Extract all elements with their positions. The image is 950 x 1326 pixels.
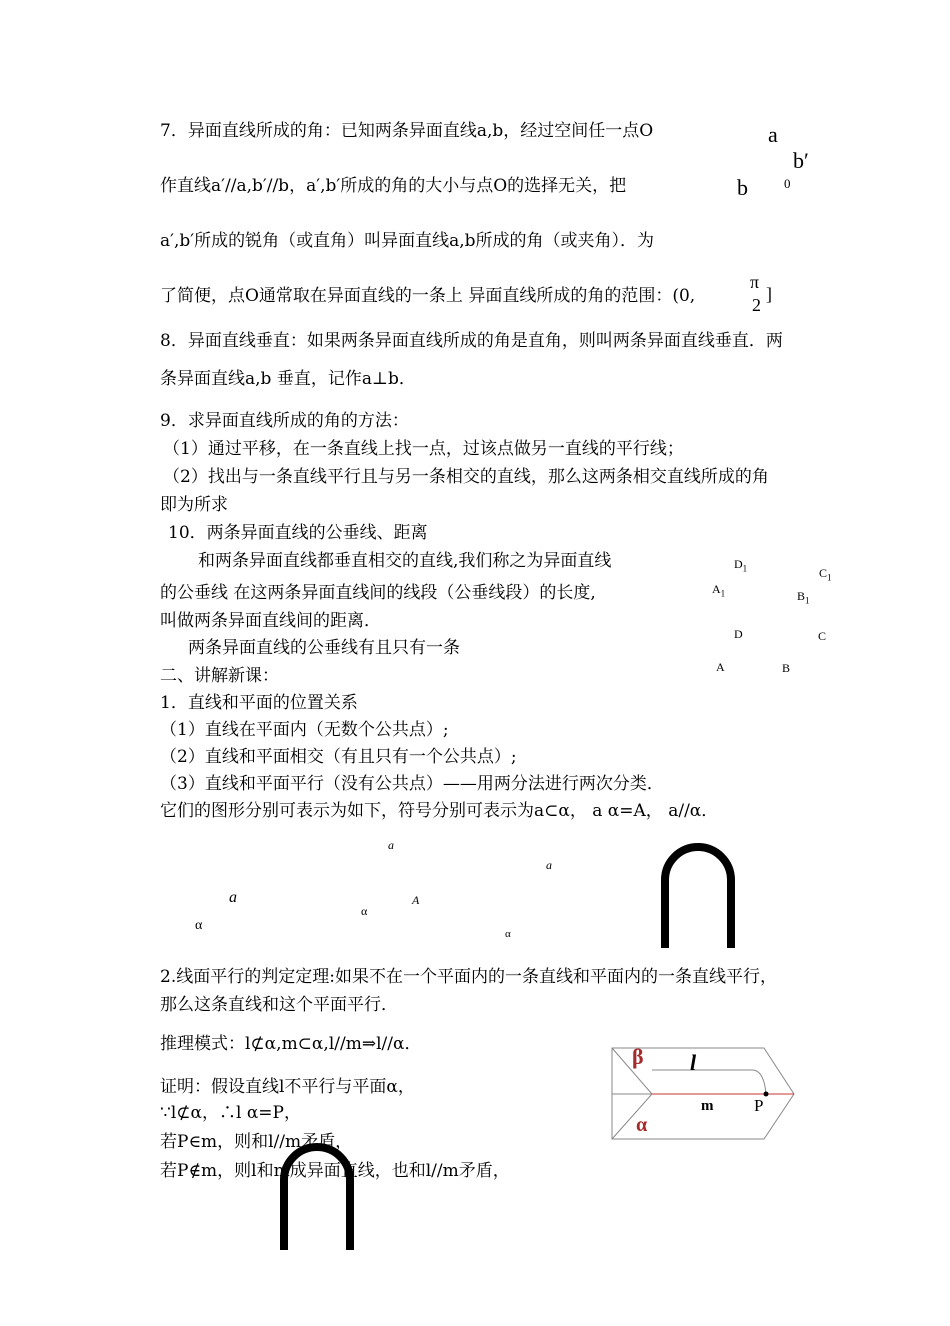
fig7-label-o: 0 (784, 176, 791, 191)
fig3-label-alpha: α (505, 928, 511, 940)
point-label-p: P (754, 1096, 764, 1115)
cube-label-b: B (782, 661, 791, 675)
s10-line2: 和两条异面直线都垂直相交的直线,我们称之为异面直线 (198, 551, 612, 571)
fig2-label-alpha: α (361, 904, 368, 918)
plane-label-beta: β (632, 1044, 644, 1069)
cube-label-c: C (818, 629, 827, 643)
fig1-label-alpha: α (195, 918, 203, 933)
arch-symbol-2 (279, 1142, 359, 1252)
s8-line2: 条异面直线a,b 垂直，记作a⊥b． (160, 369, 416, 389)
proof-line4: 若P∉m，则l和m成异面直线，也和l//m矛盾， (160, 1161, 510, 1181)
range-close: ] (766, 284, 772, 304)
cube-label-d: D (734, 627, 743, 641)
sec2-item1a: （1）直线在平面内（无数个公共点）; (160, 720, 449, 740)
fig7-label-bprime: b′ (793, 148, 809, 173)
fig7-label-a: a (768, 122, 778, 147)
line-label-m: m (701, 1098, 714, 1114)
cube-label-c1: $C_1$ (819, 566, 832, 583)
s9-line4: 即为所求 (160, 495, 228, 515)
s10-line1: 10．两条异面直线的公垂线、距离 (168, 523, 428, 543)
range-pi: π (750, 272, 760, 292)
plane-label-alpha: α (636, 1114, 648, 1136)
cube-label-a1: $A_1$ (712, 582, 726, 599)
line-label-l: l (690, 1050, 697, 1075)
cube-label-b1: $B_1$ (797, 589, 810, 606)
sec2-item1: 1．直线和平面的位置关系 (160, 693, 358, 713)
sec2-item1c: （3）直线和平面平行（没有公共点）——用两分法进行两次分类． (160, 774, 664, 794)
s9-line2: （1）通过平移，在一条直线上找一点，过该点做另一直线的平行线； (163, 439, 684, 459)
cube-label-d1: $D_1$ (734, 557, 748, 574)
fig2-label-A: A (412, 893, 420, 907)
thm2-line1: 2.线面平行的判定定理:如果不在一个平面内的一条直线和平面内的一条直线平行， (160, 967, 777, 987)
s7-line4: 了简便，点O通常取在异面直线的一条上 异面直线所成的角的范围：(0, (160, 286, 696, 306)
s10-line3: 的公垂线 在这两条异面直线间的线段（公垂线段）的长度, (160, 583, 596, 603)
cube-label-a: A (716, 660, 725, 674)
s8-line1: 8．异面直线垂直：如果两条异面直线所成的角是直角，则叫两条异面直线垂直．两 (160, 331, 783, 351)
s9-line3: （2）找出与一条直线平行且与另一条相交的直线，那么这两条相交直线所成的角 (163, 467, 769, 487)
thm2-line3: 推理模式：l⊄α,m⊂α,l//m⇒l//α． (160, 1034, 422, 1054)
sec2-item1d: 它们的图形分别可表示为如下，符号分别可表示为a⊂α， a α=A， a//α． (160, 801, 719, 821)
proof-line2: ∵l⊄α，∴l α=P， (160, 1103, 301, 1123)
fig2-label-a: a (388, 838, 394, 852)
arch-symbol-1 (660, 840, 740, 950)
thm2-line2: 那么这条直线和这个平面平行． (160, 995, 398, 1015)
s10-line4: 叫做两条异面直线间的距离． (160, 611, 381, 631)
s10-line5: 两条异面直线的公垂线有且只有一条 (188, 638, 460, 658)
s9-line1: 9．求异面直线所成的角的方法： (160, 411, 409, 431)
range-two: 2 (752, 295, 761, 315)
proof-line3: 若P∈m，则和l//m矛盾， (160, 1132, 353, 1152)
fig3-label-a: a (546, 858, 552, 872)
fig7-label-b: b (737, 175, 748, 200)
fig1-label-a: a (229, 889, 237, 906)
s7-line2: 作直线a′//a,b′//b，a′,b′所成的角的大小与点O的选择无关，把 (160, 176, 627, 196)
sec2-title: 二、讲解新课： (160, 666, 279, 686)
sec2-item1b: （2）直线和平面相交（有且只有一个公共点）; (160, 747, 517, 767)
s7-line3: a′,b′所成的锐角（或直角）叫异面直线a,b所成的角（或夹角）．为 (160, 231, 655, 251)
s7-line1: 7．异面直线所成的角：已知两条异面直线a,b，经过空间任一点O (160, 121, 654, 141)
proof-line1: 证明：假设直线l不平行与平面α， (160, 1077, 415, 1097)
